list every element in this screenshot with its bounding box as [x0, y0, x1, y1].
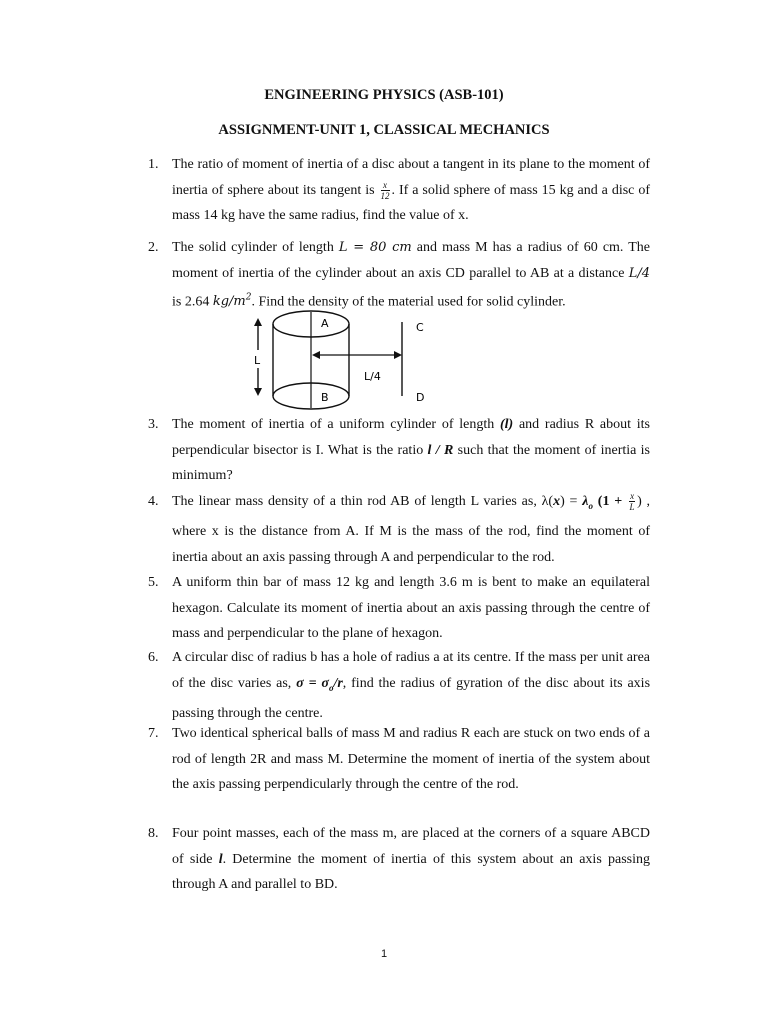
question-1	[148, 152, 650, 229]
math-length: L = 80 cm	[338, 240, 412, 255]
question-text: A uniform thin bar of mass 12 kg and length 3.6 m is bent to make an equilateral hexagon. Calculate its moment of inertia about an axis passing through the centre of mass and perpendicular to the plane of hexagon.	[172, 575, 650, 641]
fraction-x-over-l: $\frac{x}{L}$	[629, 491, 635, 513]
math-sigma: σ =	[296, 675, 317, 691]
question-text: such that the moment of inertia is minimum?	[172, 442, 651, 483]
document-subtitle: ASSIGNMENT-UNIT 1, CLASSICAL MECHANICS	[218, 122, 550, 138]
question-4	[148, 489, 650, 570]
math-x: x	[553, 494, 561, 509]
label-a: A	[321, 317, 329, 330]
question-5	[148, 570, 650, 647]
question-number: 2.	[148, 240, 159, 255]
math-unit: $kg/m^2$	[212, 293, 252, 310]
math-length: (l)	[499, 417, 514, 432]
label-c: C	[416, 321, 424, 334]
math-distance: L/4	[628, 265, 650, 281]
question-7	[148, 721, 650, 798]
question-number: 4.	[148, 494, 159, 509]
question-text: Four point masses, each of the mass m, are placed at the corners of a square ABCD of side	[172, 826, 650, 867]
page-number: 1	[380, 948, 388, 960]
question-text: Two identical spherical balls of mass M and radius R each are stuck on two ends of a rod of length 2R and mass M. Determine the moment of inertia of the system about the axis passing perpendicularly through the centre of the rod.	[172, 726, 650, 792]
question-number: 3.	[148, 417, 159, 432]
question-3	[148, 412, 650, 489]
question-text: ) , where x is the distance from A. If M is the mass of the rod, find the moment of inertia about an axis passing through A and perpendicular to the rod.	[172, 494, 651, 565]
question-text: The ratio of moment of inertia of a disc about a tangent in its plane to the moment of inertia of sphere about its tangent is	[172, 157, 650, 198]
question-text: , find the radius of gyration of the disc about its axis passing through the centre.	[172, 675, 651, 721]
question-number: 5.	[148, 575, 159, 590]
fraction-x-over-12: $\frac{x}{12}$	[380, 179, 390, 201]
document-title: ENGINEERING PHYSICS (ASB-101)	[264, 87, 504, 103]
question-text: and mass M has a radius of 60 cm. The moment of inertia of the cylinder about an axis CD parallel to AB at a distance	[172, 240, 651, 281]
question-6	[148, 645, 650, 726]
math-paren: (1 +	[597, 494, 623, 509]
label-d: D	[416, 391, 425, 404]
label-l4: L/4	[364, 370, 381, 383]
question-number: 6.	[148, 650, 159, 665]
question-text: The solid cylinder of length	[172, 240, 334, 255]
question-text: ) =	[560, 494, 578, 509]
question-text: . If a solid sphere of mass 15 kg and a disc of mass 14 kg have the same radius, find the value of x.	[172, 182, 651, 223]
question-text: . Determine the moment of inertia of this system about an axis passing through A and parallel to BD.	[172, 851, 651, 892]
math-lambda-o: $\lambda_o$	[582, 494, 593, 511]
label-b: B	[321, 391, 329, 404]
question-8	[148, 821, 650, 898]
question-text: and radius R about its perpendicular bisector is I. What is the ratio	[172, 417, 651, 458]
question-text: The moment of inertia of a uniform cylinder of length	[172, 417, 495, 432]
math-sigma-o: $\sigma_o/r$	[321, 675, 343, 693]
cylinder-diagram	[240, 306, 440, 414]
question-number: 7.	[148, 726, 159, 741]
question-text: The linear mass density of a thin rod AB of length L varies as, λ(	[172, 494, 554, 509]
math-ratio: l / R	[427, 442, 454, 458]
question-2	[148, 235, 650, 315]
question-text: . Find the density of the material used for solid cylinder.	[251, 294, 566, 310]
question-number: 1.	[148, 157, 159, 172]
question-text: A circular disc of radius b has a hole of radius a at its centre. If the mass per unit area of the disc varies as,	[172, 650, 650, 691]
question-number: 8.	[148, 826, 159, 841]
math-side: l	[218, 851, 223, 867]
label-l: L	[254, 354, 261, 367]
question-text: is 2.64	[172, 294, 210, 310]
